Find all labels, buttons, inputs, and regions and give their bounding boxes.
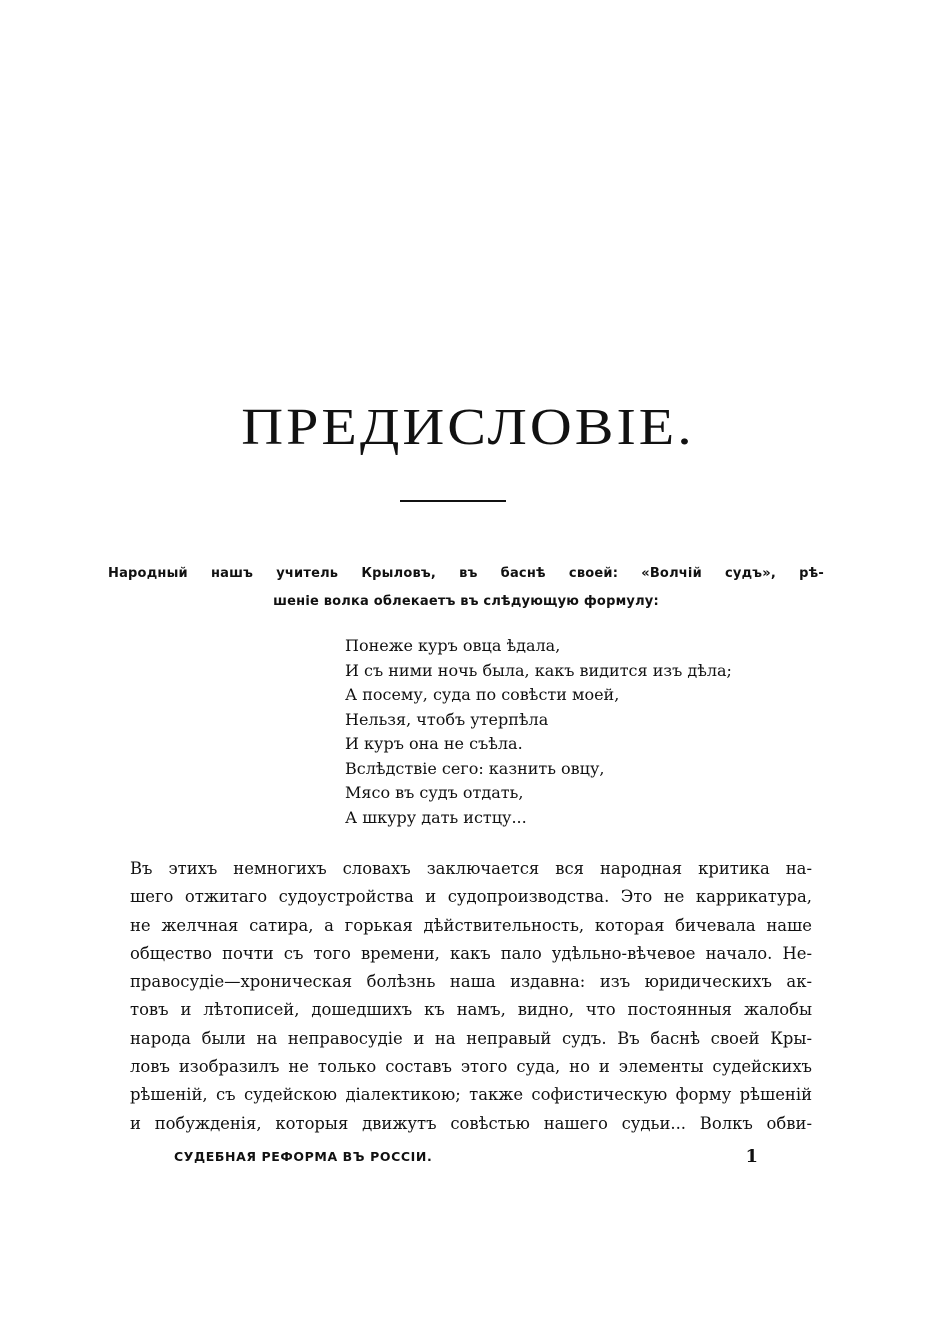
- body-line: Въ этихъ немногихъ словахъ заключается вся народная критика на-: [130, 859, 812, 878]
- intro-line: Народный нашъ учитель Крыловъ, въ баснѣ своей: «Волчій судъ», рѣ-: [108, 566, 824, 581]
- page-title: ПРЕДИСЛОВІЕ.: [241, 397, 695, 456]
- body-line: рѣшеній, съ судейскою діалектикою; также софистическую форму рѣшеній: [130, 1085, 812, 1105]
- body-line: шего отжитаго судоустройства и судопроизводства. Это не каррикатура,: [130, 887, 812, 907]
- poem-line: И куръ она не съѣла.: [345, 734, 523, 753]
- body-paragraph: [130, 855, 812, 1138]
- poem-line: Мясо въ судъ отдать,: [345, 783, 524, 802]
- body-line: народа были на неправосудіе и на неправый судъ. Въ баснѣ своей Кры-: [130, 1028, 812, 1048]
- body-line: не желчная сатира, а горькая дѣйствительность, которая бичевала наше: [130, 915, 812, 935]
- title-divider: [400, 500, 506, 502]
- page-number: 1: [745, 1146, 758, 1167]
- poem-line: Понеже куръ овца ѣдала,: [345, 636, 561, 655]
- poem-line: А шкуру дать истцу...: [345, 807, 527, 827]
- intro-paragraph: [108, 560, 824, 616]
- poem-line: А посему, суда по совѣсти моей,: [345, 685, 620, 704]
- poem-line: Нельзя, чтобъ утерпѣла: [345, 709, 549, 729]
- fable-quote: [345, 634, 785, 830]
- page-footer: [174, 1144, 774, 1170]
- body-line: товъ и лѣтописей, дошедшихъ къ намъ, видно, что постоянныя жалобы: [130, 1000, 812, 1020]
- body-line: общество почти съ того времени, какъ пало удѣльно-вѣчевое начало. Не-: [130, 943, 812, 963]
- body-line: и побужденія, которыя движутъ совѣстью нашего судьи... Волкъ обви-: [130, 1113, 812, 1133]
- poem-line: И съ ними ночь была, какъ видится изъ дѣла;: [345, 660, 732, 680]
- poem-line: Вслѣдствіе сего: казнить овцу,: [345, 758, 605, 778]
- intro-line: шеніе волка облекаетъ въ слѣдующую формулу:: [273, 594, 659, 609]
- signature-mark: СУДЕБНАЯ РЕФОРМА ВЪ РОССІИ.: [174, 1149, 433, 1164]
- body-line: ловъ изобразилъ не только составъ этого суда, но и элементы судейскихъ: [130, 1057, 812, 1077]
- body-line: правосудіе—хроническая болѣзнь наша издавна: изъ юридическихъ ак-: [130, 972, 812, 992]
